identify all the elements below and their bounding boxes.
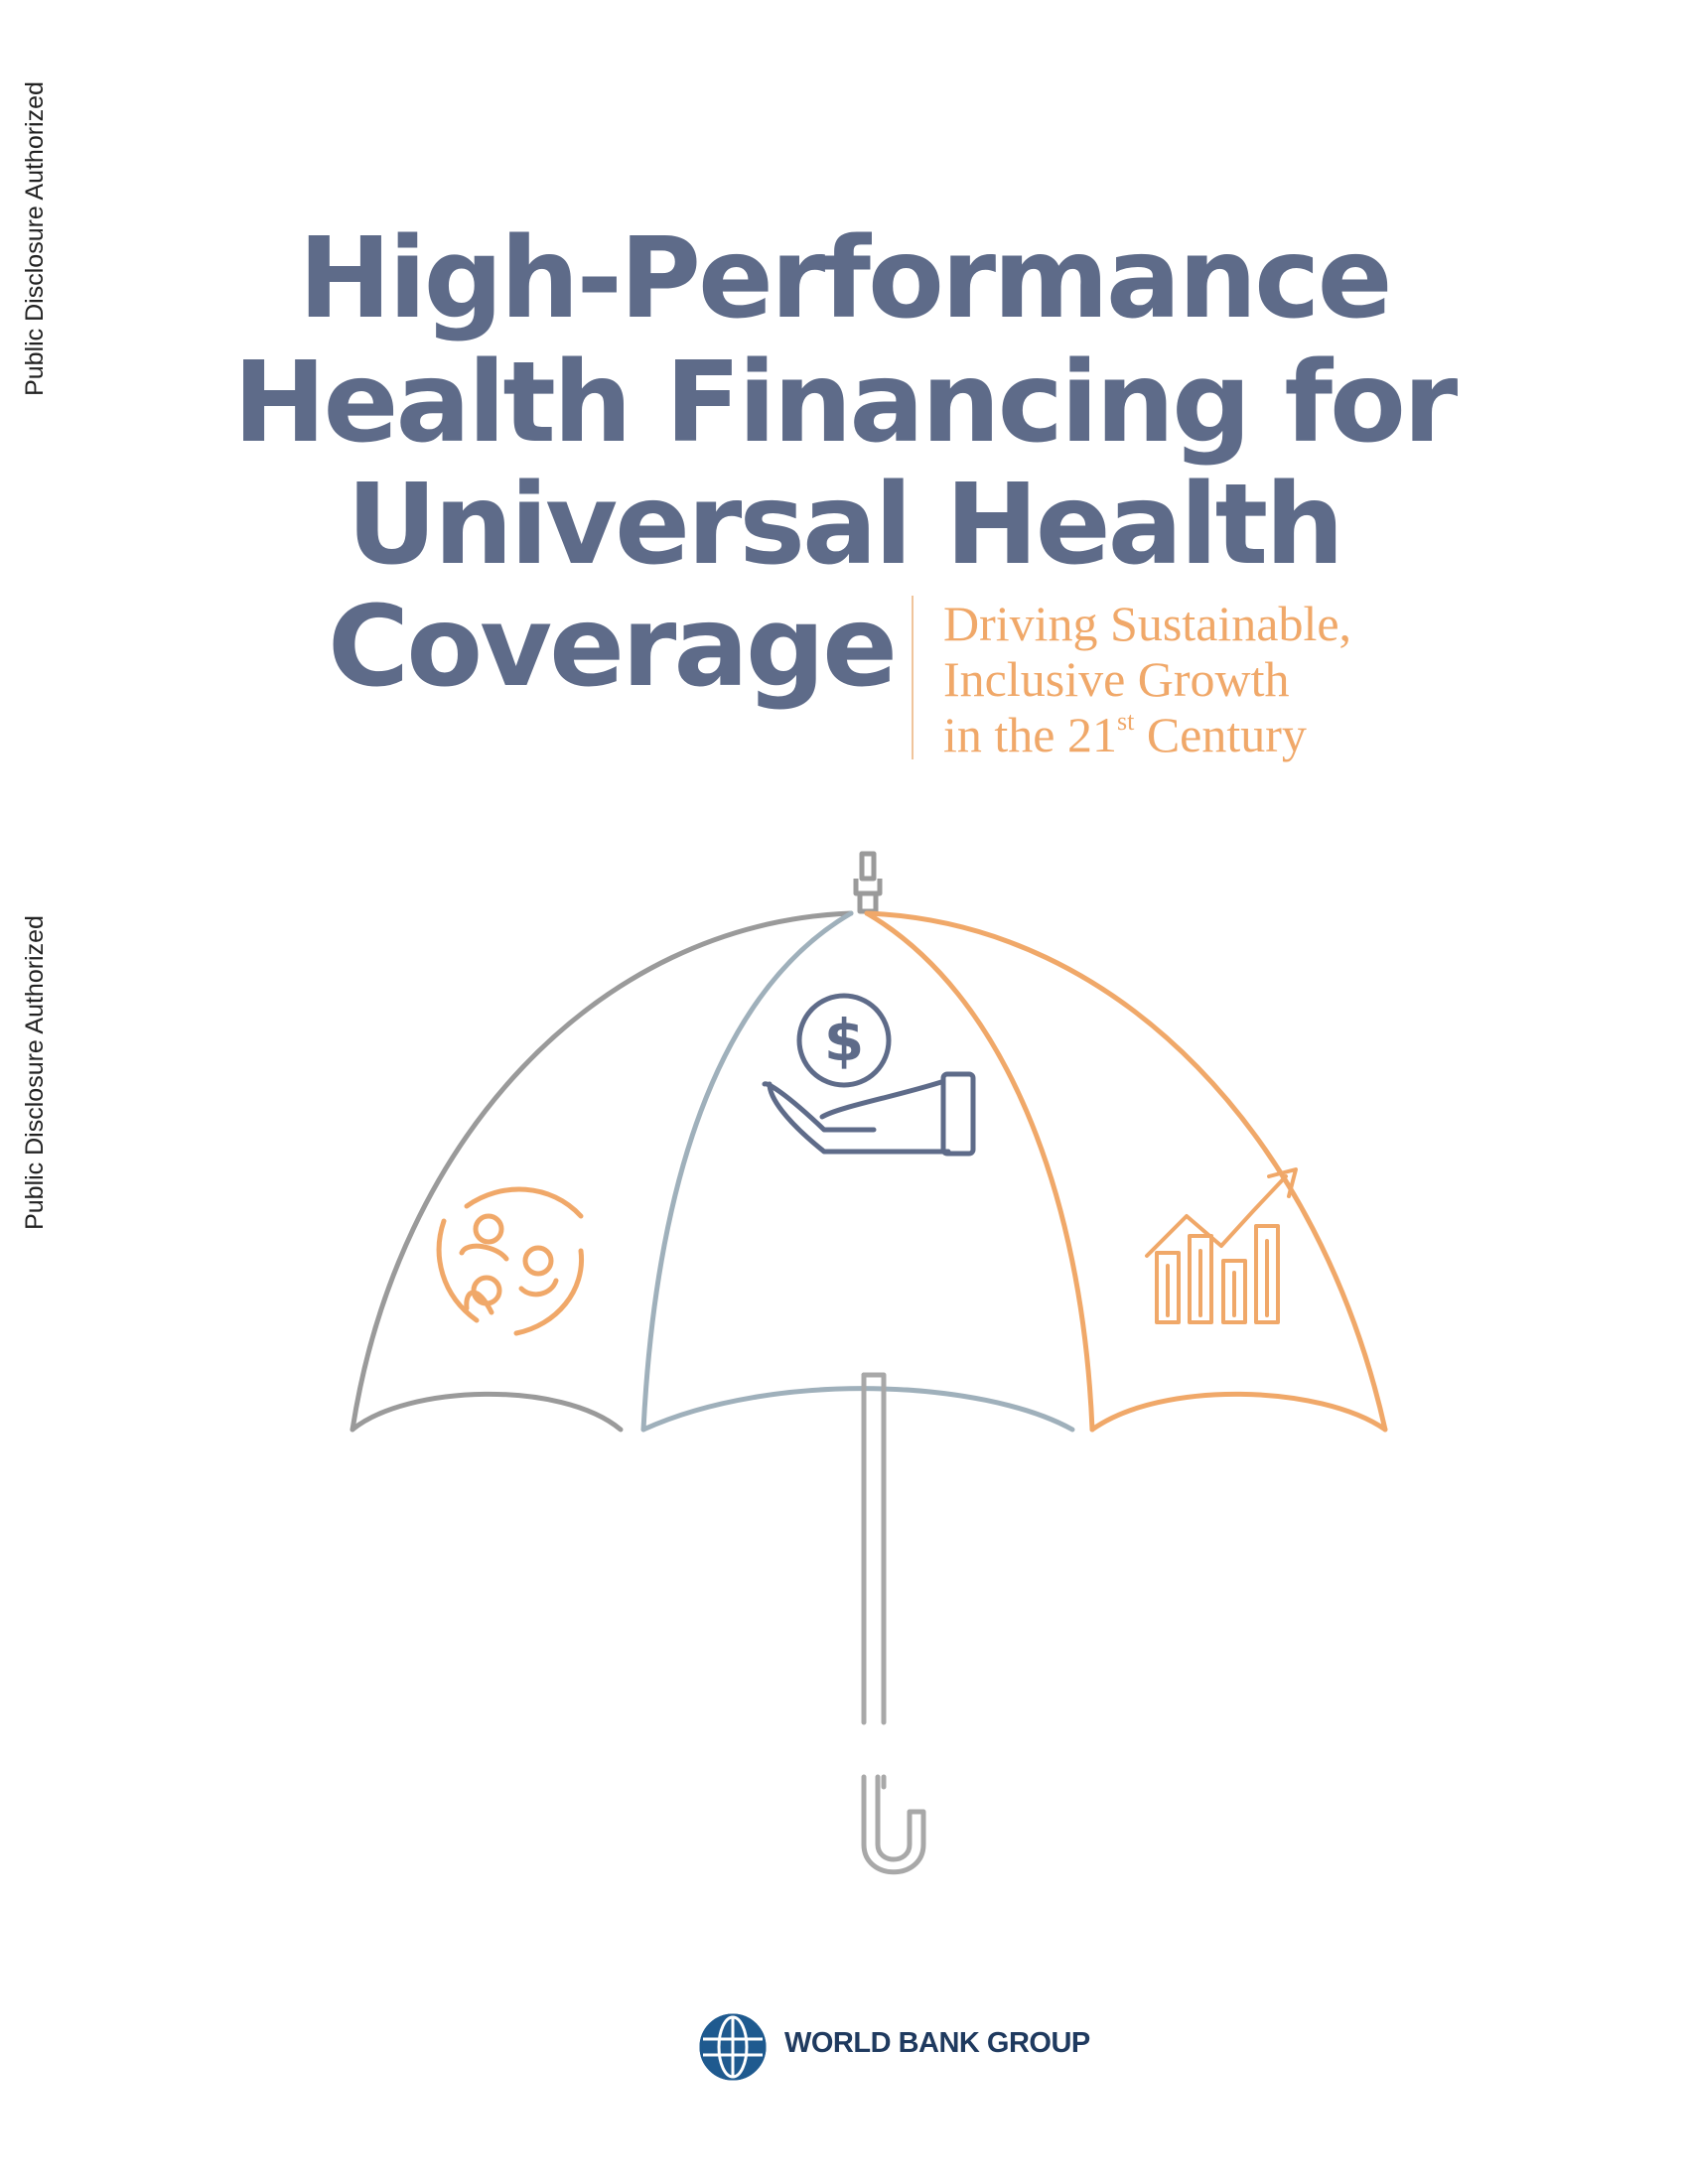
svg-text:$: $	[823, 1007, 865, 1074]
umbrella-finial	[856, 854, 880, 911]
logo-spacer	[705, 2043, 774, 2044]
publisher-name: WORLD BANK GROUP	[784, 2027, 1090, 2059]
growth-chart-icon	[1147, 1169, 1296, 1322]
subtitle-line-2: Inclusive Growth	[943, 651, 1290, 707]
umbrella-right-panel	[867, 913, 1385, 1430]
people-circle-icon	[439, 1189, 581, 1333]
title-line-3: Universal Health	[347, 461, 1341, 590]
publisher-logo	[705, 2027, 1090, 2060]
title-line-4: Coverage	[328, 583, 896, 712]
title-line-2: Health Financing for	[232, 339, 1456, 468]
umbrella-center-panel	[643, 913, 1072, 1430]
disclosure-text: Public Disclosure Authorized	[20, 914, 49, 1230]
subtitle-line-1: Driving Sustainable,	[943, 596, 1352, 651]
title-line-1: High-Performance	[298, 214, 1390, 343]
umbrella-handle	[864, 1375, 923, 1872]
hand-dollar-icon	[765, 996, 973, 1154]
umbrella-left-panel	[352, 913, 851, 1430]
disclosure-text: Public Disclosure Authorized	[20, 80, 49, 396]
subtitle-line-3: in the 21st Century	[943, 707, 1307, 762]
